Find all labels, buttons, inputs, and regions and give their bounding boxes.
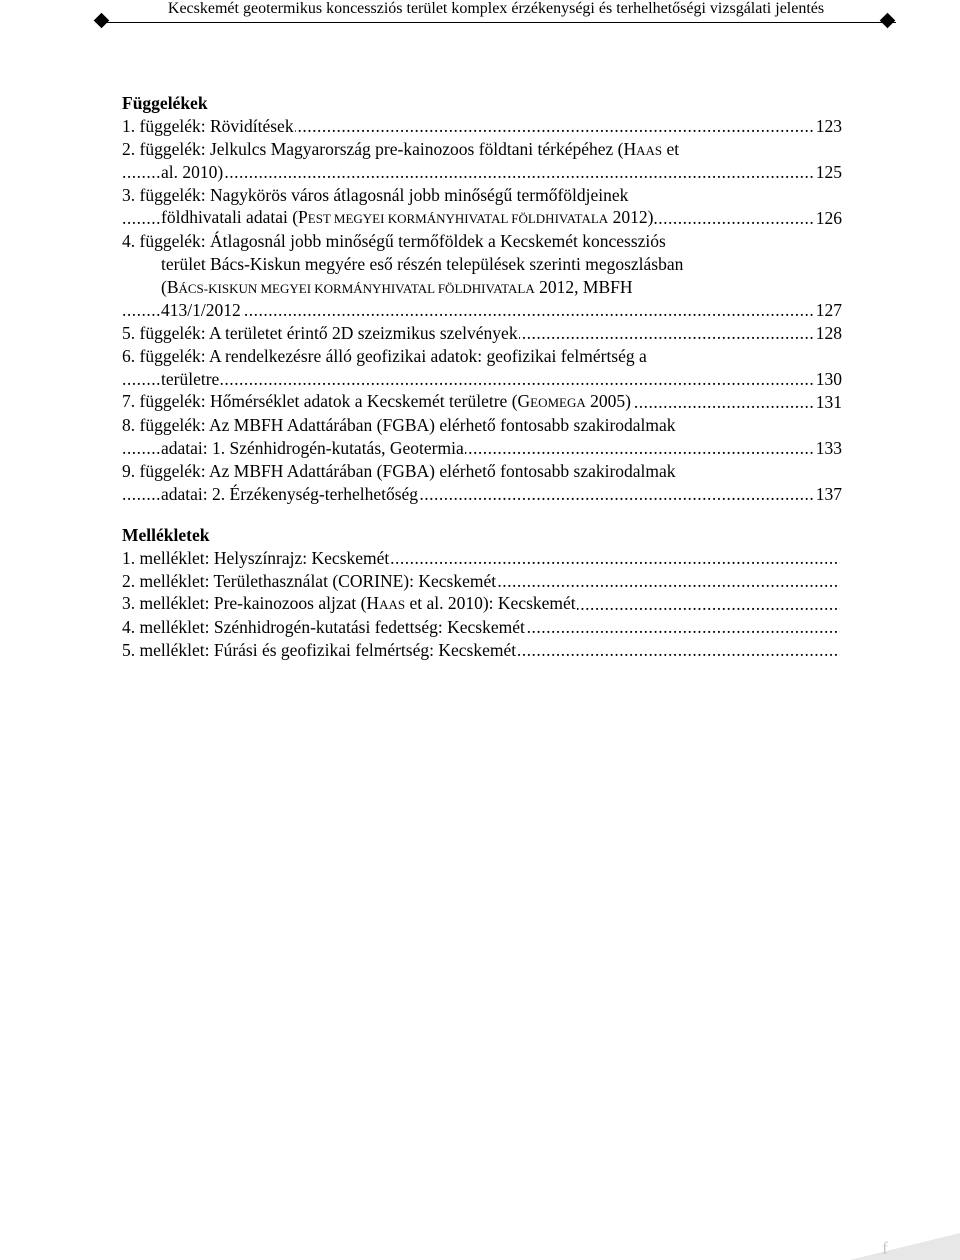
corner-glyph: f <box>882 1238 888 1258</box>
toc-page-number: 126 <box>813 207 842 230</box>
toc-entry-5[interactable]: ..... 5. függelék: A területet érintő 2D szeizmikus szelvények 128 <box>122 322 842 345</box>
toc-entry-3[interactable]: 3. függelék: Nagykörös város átlagosnál jobb minőségű termőföldjeinek <box>122 185 629 205</box>
toc-entry-4-cont-3[interactable]: ..... 413/1/2012 127 <box>122 299 842 322</box>
toc-entry-4-cont-2: (BÁCS-KISKUN MEGYEI KORMÁNYHIVATAL FÖLDHIVATALA 2012, MBFH <box>161 277 633 297</box>
appendices-title: Függelékek <box>122 93 208 113</box>
page-header <box>96 0 896 23</box>
toc-entry-8[interactable]: 8. függelék: Az MBFH Adattárában (FGBA) elérhető fontosabb szakirodalmak <box>122 415 676 435</box>
header-title: Kecskemét geotermikus koncessziós terület komplex érzékenységi és terhelhetőségi vizsgálati jelentés <box>167 0 825 17</box>
toc-page-number: 127 <box>813 299 842 322</box>
toc-page-number: 137 <box>813 483 842 506</box>
toc-entry-6-cont[interactable]: ..... területre 130 <box>122 368 842 391</box>
page-corner-decoration <box>850 1233 960 1260</box>
toc-entry-9-cont[interactable]: ..... adatai: 2. Érzékenység-terhelhetőség 137 <box>122 483 842 506</box>
attachment-entry-1[interactable]: ..... 1. melléklet: Helyszínrajz: Kecskemét <box>122 547 840 570</box>
toc-entry-text: 1. függelék: Rövidítések <box>122 116 294 136</box>
toc-page-number: 130 <box>813 368 842 391</box>
toc-entry-2-cont[interactable]: ..... al. 2010) 125 <box>122 161 842 184</box>
dot-leader <box>122 368 842 391</box>
attachment-entry-2[interactable]: ..... 2. melléklet: Területhasználat (CORINE): Kecskemét <box>122 570 840 593</box>
toc-entry-3-cont[interactable]: ..... földhivatali adatai (PEST MEGYEI KORMÁNYHIVATAL FÖLDHIVATALA 2012) 126 <box>122 207 842 230</box>
toc-entry-8-cont[interactable]: ..... adatai: 1. Szénhidrogén-kutatás, Geotermia 133 <box>122 437 842 460</box>
attachments-section <box>122 524 840 662</box>
toc-entry-4[interactable]: 4. függelék: Átlagosnál jobb minőségű termőföldek a Kecskemét koncessziós <box>122 231 666 251</box>
toc-entry-9[interactable]: 9. függelék: Az MBFH Adattárában (FGBA) elérhető fontosabb szakirodalmak <box>122 461 676 481</box>
dot-leader <box>122 161 842 184</box>
toc-page-number: 131 <box>813 391 842 414</box>
appendices-section <box>122 92 842 506</box>
toc-page-number: 123 <box>813 115 842 138</box>
toc-page-number: 133 <box>813 437 842 460</box>
toc-page-number: 125 <box>813 161 842 184</box>
toc-entry-6[interactable]: 6. függelék: A rendelkezésre álló geofizikai adatok: geofizikai felmértség a <box>122 346 647 366</box>
attachment-entry-3[interactable]: ..... 3. melléklet: Pre-kainozoos aljzat (HAAS et al. 2010): Kecskemét <box>122 593 840 616</box>
attachment-entry-5[interactable]: ..... 5. melléklet: Fúrási és geofizikai felmértség: Kecskemét <box>122 639 840 662</box>
toc-entry-1[interactable] <box>122 115 842 138</box>
attachments-title: Mellékletek <box>122 525 210 545</box>
toc-page-number: 128 <box>813 322 842 345</box>
toc-entry-7[interactable]: ..... 7. függelék: Hőmérséklet adatok a Kecskemét területre (GEOMEGA 2005) 131 <box>122 391 842 414</box>
toc-entry-4-cont-1: terület Bács-Kiskun megyére eső részén települések szerinti megoszlásban <box>161 254 684 274</box>
attachment-entry-4[interactable]: ..... 4. melléklet: Szénhidrogén-kutatási fedettség: Kecskemét <box>122 616 840 639</box>
toc-entry-2[interactable]: 2. függelék: Jelkulcs Magyarország pre-kainozoos földtani térképéhez (HAAS et <box>122 139 680 159</box>
